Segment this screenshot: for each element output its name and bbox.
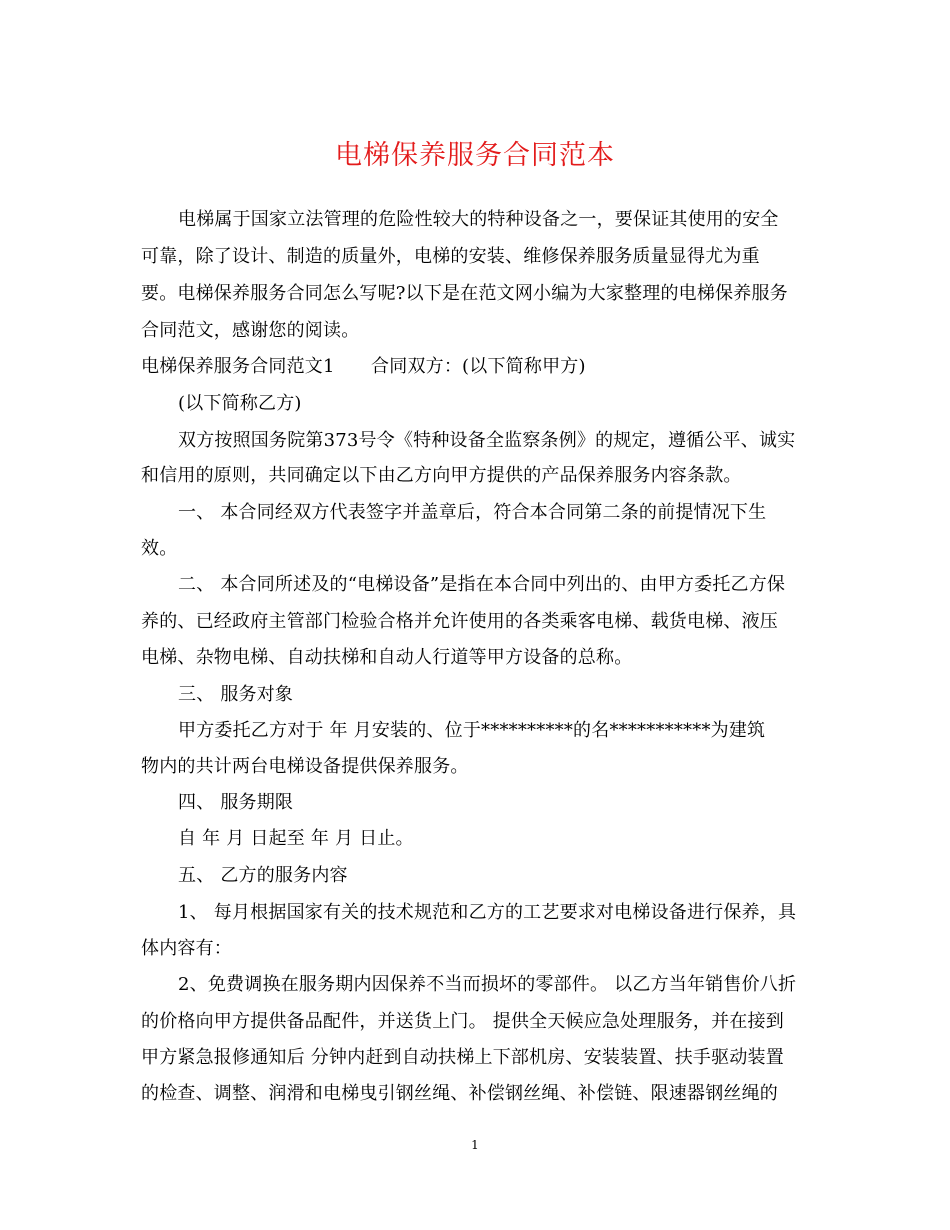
page-number: 1	[471, 1138, 479, 1152]
section-heading: 五、 乙方的服务内容	[178, 865, 348, 886]
body-line: 一、 本合同经双方代表签字并盖章后，符合本合同第二条的前提情况下生	[178, 502, 767, 523]
body-line: 物内的共计两台电梯设备提供保养服务。	[141, 756, 469, 777]
body-line: 电梯、杂物电梯、自动扶梯和自动人行道等甲方设备的总称。	[141, 647, 633, 668]
body-line: 的价格向甲方提供备品配件，并送货上门。 提供全天候应急处理服务，并在接到	[141, 1011, 784, 1032]
body-line: 电梯属于国家立法管理的危险性较大的特种设备之一，要保证其使用的安全	[178, 209, 779, 230]
body-line: 甲方紧急报修通知后 分钟内赶到自动扶梯上下部机房、安装装置、扶手驱动装置	[141, 1047, 784, 1068]
section-heading: 三、 服务对象	[178, 684, 294, 705]
body-line: 可靠，除了设计、制造的质量外，电梯的安装、维修保养服务质量显得尤为重	[141, 246, 760, 267]
body-line: 养的、已经政府主管部门检验合格并允许使用的各类乘客电梯、载货电梯、液压	[141, 611, 778, 632]
body-line: 要。电梯保养服务合同怎么写呢?以下是在范文网小编为大家整理的电梯保养服务	[141, 283, 788, 304]
body-line: 的检查、调整、润滑和电梯曳引钢丝绳、补偿钢丝绳、补偿链、限速器钢丝绳的	[141, 1083, 778, 1104]
body-line: 1、 每月根据国家有关的技术规范和乙方的工艺要求对电梯设备进行保养，具	[178, 902, 797, 923]
body-line: (以下简称乙方)	[178, 393, 302, 414]
body-line: 二、 本合同所述及的“电梯设备”是指在本合同中列出的、由甲方委托乙方保	[178, 574, 786, 595]
body-line: 电梯保养服务合同范文1 合同双方：(以下简称甲方)	[141, 356, 586, 377]
body-line: 2、免费调换在服务期内因保养不当而损坏的零部件。 以乙方当年销售价八折	[178, 974, 797, 995]
body-line: 自 年 月 日起至 年 月 日止。	[178, 828, 414, 849]
body-line: 和信用的原则，共同确定以下由乙方向甲方提供的产品保养服务内容条款。	[141, 465, 742, 486]
body-line: 甲方委托乙方对于 年 月安装的、位于**********的名***********为建筑	[178, 720, 766, 741]
body-line: 双方按照国务院第373号令《特种设备全监察条例》的规定，遵循公平、诚实	[178, 430, 796, 451]
body-line: 体内容有：	[141, 938, 232, 959]
section-heading: 四、 服务期限	[178, 792, 294, 813]
body-line: 合同范文，感谢您的阅读。	[141, 320, 360, 341]
document-title: 电梯保养服务合同范本	[335, 140, 615, 171]
body-line: 效。	[141, 538, 178, 559]
